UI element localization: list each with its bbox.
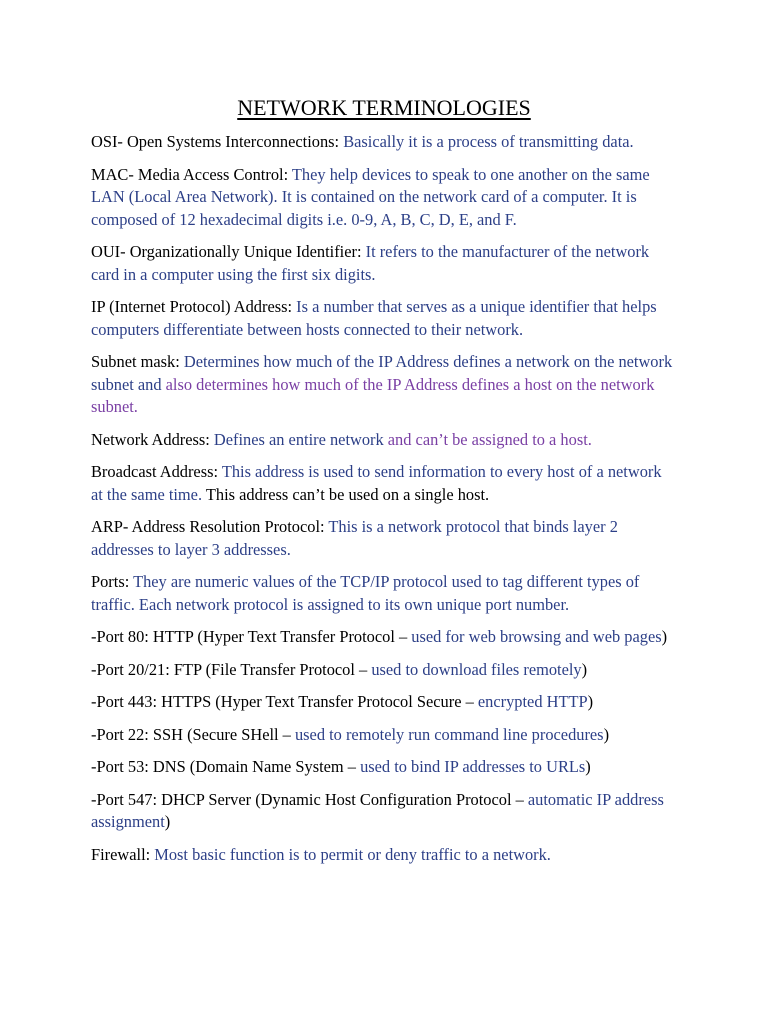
paragraph [91, 351, 677, 419]
text-run: Is a number that serves as a unique identifier that helps computers differentiate between hosts connected to their network. [91, 297, 657, 339]
paragraph [91, 659, 677, 682]
text-run: This is a network protocol that binds layer 2 addresses to layer 3 addresses. [91, 517, 618, 559]
text-run: Basically it is a process of transmitting data. [343, 132, 634, 151]
text-run: They are numeric values of the TCP/IP protocol used to tag different types of traffic. Each network protocol is assigned to its own unique port number. [91, 572, 640, 614]
text-run: Subnet mask: [91, 352, 184, 371]
text-run: -Port 53: DNS (Domain Name System – [91, 757, 361, 776]
paragraph [91, 756, 677, 779]
text-run: Defines an entire network [213, 429, 388, 449]
text-run: -Port 443: HTTPS (Hyper Text Transfer Protocol Secure – [91, 692, 478, 711]
text-run: ) [661, 627, 668, 646]
text-run: Firewall: [91, 844, 155, 864]
paragraph [91, 691, 677, 714]
text-run: also determines how much of the IP Address defines a host on the network subnet. [91, 374, 655, 416]
text-run: ) [164, 812, 171, 831]
paragraph [91, 626, 677, 649]
paragraph [91, 164, 677, 232]
paragraph [91, 789, 677, 834]
paragraph [91, 131, 677, 154]
text-run: They help devices to speak to one another on the same LAN (Local Area Network). It is contained on the network card of a computer. It is composed of 12 hexadecimal digits i.e. 0-9, A, B, C, D, E, and F. [91, 164, 650, 229]
text-run: -Port 547: DHCP Server (Dynamic Host Configuration Protocol – [91, 789, 528, 809]
text-run: It refers to the manufacturer of the network card in a computer using the first six digits. [91, 242, 650, 284]
text-run: OSI- Open Systems Interconnections: [91, 132, 344, 151]
paragraph [91, 429, 677, 452]
text-run: -Port 80: HTTP (Hyper Text Transfer Protocol – [91, 627, 412, 646]
text-run: used to remotely run command line procedures [294, 724, 604, 744]
paragraph [91, 296, 677, 341]
text-run: used to bind IP addresses to URLs [360, 757, 586, 776]
text-run: ) [603, 724, 610, 744]
text-run: automatic IP address assignment [91, 789, 664, 831]
text-run: Ports: [91, 572, 134, 591]
text-run: OUI- Organizationally Unique Identifier: [91, 242, 366, 261]
paragraph [91, 241, 677, 286]
text-run: encrypted HTTP [477, 692, 588, 711]
document-title: NETWORK TERMINOLOGIES [237, 95, 531, 120]
text-run: This address is used to send information to every host of a network at the same time. [91, 462, 662, 504]
document-body [91, 131, 677, 876]
text-run: This address can’t be used on a single host. [202, 484, 490, 504]
text-run: ) [587, 692, 594, 711]
paragraph [91, 571, 677, 616]
text-run: -Port 20/21: FTP (File Transfer Protocol – [91, 659, 372, 679]
text-run: Broadcast Address: [91, 462, 222, 481]
paragraph [91, 844, 677, 867]
paragraph [91, 724, 677, 747]
text-run: ) [585, 757, 591, 776]
text-run: used to download files remotely [371, 659, 582, 679]
text-run: Determines how much of the IP Address defines a network on the network subnet and [91, 352, 673, 394]
text-run: ARP- Address Resolution Protocol: [91, 517, 329, 536]
text-run: ) [581, 659, 588, 679]
text-run: MAC- Media Access Control: [91, 164, 292, 184]
paragraph [91, 461, 677, 506]
text-run: Network Address: [91, 429, 214, 449]
text-run: Most basic function is to permit or deny traffic to a network. [154, 844, 551, 864]
text-run: used for web browsing and web pages [411, 627, 662, 646]
text-run: -Port 22: SSH (Secure SHell – [91, 724, 295, 744]
paragraph [91, 516, 677, 561]
text-run: IP (Internet Protocol) Address: [91, 297, 297, 316]
text-run: and can’t be assigned to a host. [387, 429, 592, 449]
